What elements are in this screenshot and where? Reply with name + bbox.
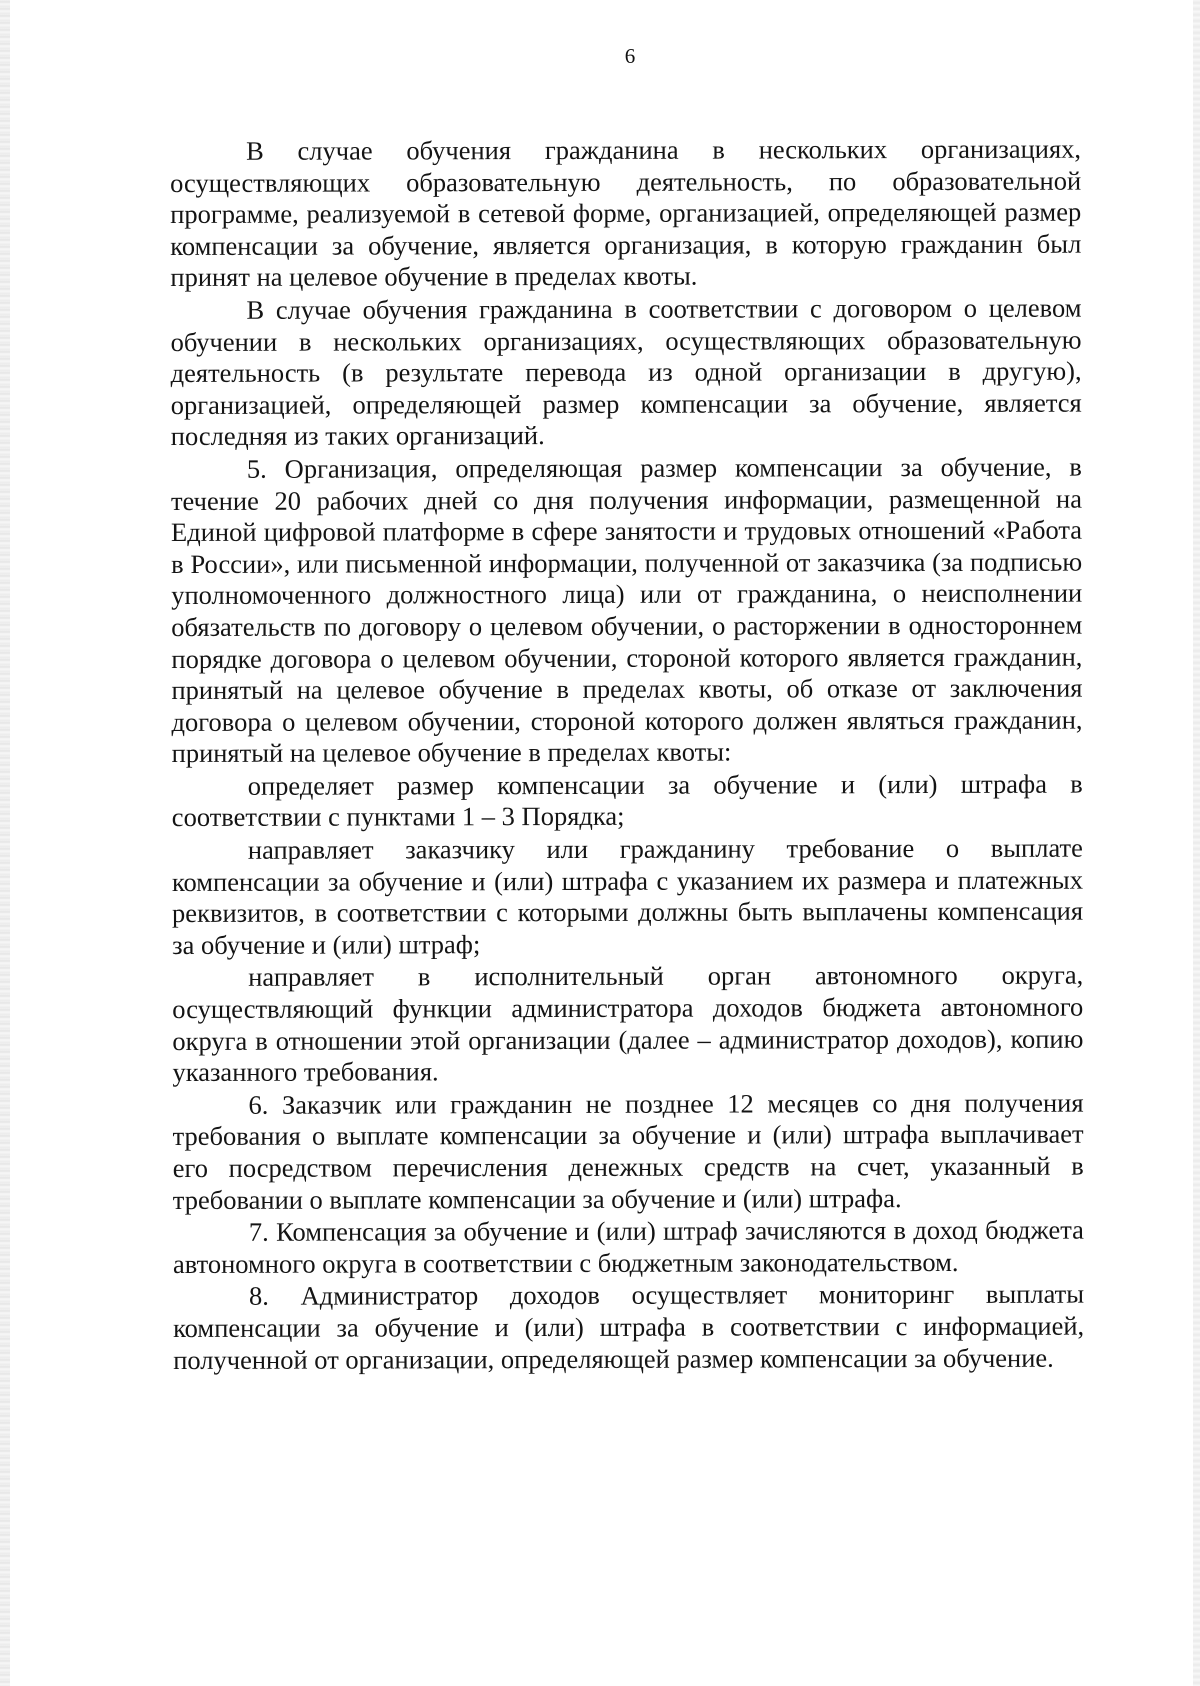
paragraph-determines-amount: определяет размер компенсации за обучение и (или) штрафа в соответствии с пунктами 1 – 3 Порядка; xyxy=(171,768,1083,833)
page-number: 6 xyxy=(624,44,636,68)
scan-edge-left xyxy=(0,0,10,1686)
paragraph-item-5: 5. Организация, определяющая размер компенсации за обучение, в течение 20 рабочих дней со дня получения информации, размещенной на Единой цифровой платформе в сфере занятости и трудовых отношений «Работа в России», или письменной информации, полученной от заказчика (за подписью уполномоченного должностного лица) или от гражданина, о неисполнении обязательств по договору о целевом обучении, о расторжении в одностороннем порядке договора о целевом обучении, стороной которого является гражданин, принятый на целевое обучение в пределах квоты, об отказе от заключения договора о целевом обучении, стороной которого должен являться гражданин, принятый на целевое обучение в пределах квоты: xyxy=(170,451,1083,769)
paragraph-network-form: В случае обучения гражданина в нескольких организациях, осуществляющих образовательную деятельность, по образовательной программе, реализуемой в сетевой форме, организацией, определяющей размер компенсации за обучение, является организация, в которую гражданин был принят на целевое обучение в пределах квоты. xyxy=(170,133,1082,293)
paragraph-sends-copy: направляет в исполнительный орган автономного округа, осуществляющий функции администратора доходов бюджета автономного округа в отношении этой организации (далее – администратор доходов), копию указанного требования. xyxy=(172,960,1084,1088)
document-body xyxy=(170,134,1084,1378)
paragraph-transfer: В случае обучения гражданина в соответствии с договором о целевом обучении в нескольких организациях, осуществляющих образовательную деятельность (в результате перевода из одной организации в другую), организацией, определяющей размер компенсации за обучение, является последняя из таких организаций. xyxy=(170,292,1082,452)
paragraph-item-6: 6. Заказчик или гражданин не позднее 12 месяцев со дня получения требования о выплате компенсации за обучение и (или) штрафа выплачивает его посредством перечисления денежных средств на счет, указанный в требовании о выплате компенсации за обучение и (или) штрафа. xyxy=(172,1087,1084,1215)
paragraph-item-8: 8. Администратор доходов осуществляет мониторинг выплаты компенсации за обучение и (или) штрафа в соответствии с информацией, полученной от организации, определяющей размер компенсации за обучение. xyxy=(173,1278,1085,1375)
paragraph-sends-requirement: направляет заказчику или гражданину требование о выплате компенсации за обучение и (или) штрафа с указанием их размера и платежных реквизитов, в соответствии с которыми должны быть выплачены компенсация за обучение и (или) штраф; xyxy=(171,832,1084,960)
paragraph-item-7: 7. Компенсация за обучение и (или) штраф зачисляются в доход бюджета автономного округа в соответствии с бюджетным законодательством. xyxy=(172,1214,1084,1279)
scan-edge-right xyxy=(1193,0,1200,1686)
